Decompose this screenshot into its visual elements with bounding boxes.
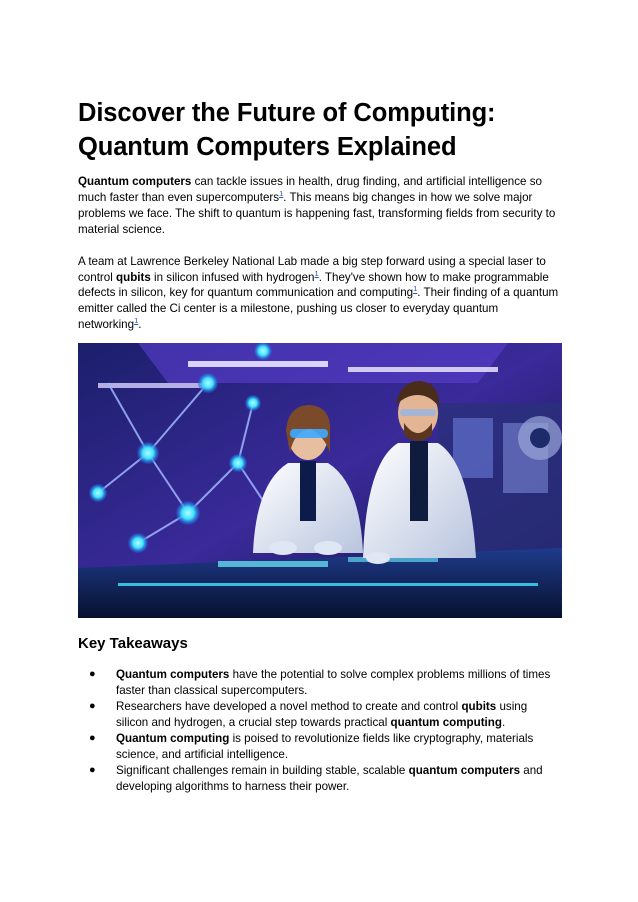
bullet-icon: ● [89,668,96,681]
list-item [78,731,562,763]
paragraph-text: . [138,318,142,332]
research-paragraph [78,254,562,334]
item-text: using silicon and hydrogen, a crucial step towards practical [116,699,528,729]
paragraph-text: . They've shown how to make programmable defects in silicon, key for quantum communication and computing [78,270,549,300]
bold-term: Quantum computing [116,731,230,745]
footnote-link[interactable]: 1 [314,268,319,278]
paragraph-text: . This means big changes in how we solve major problems we face. The shift to quantum is happening fast, transforming fields from security to material science. [78,190,556,236]
takeaways-list [78,667,562,794]
footnote-link[interactable]: 1 [413,284,418,294]
paragraph-text: can tackle issues in health, drug finding, and artificial intelligence so much faster than even supercomputers [78,175,542,204]
section-heading: Key Takeaways [78,635,188,653]
bullet-icon: ● [89,699,96,712]
item-text: . [501,715,506,729]
bold-term: Quantum computers [78,175,192,188]
footnote-link[interactable]: 1 [279,189,284,199]
page-title [78,96,562,164]
list-item [78,763,562,795]
bullet-icon: ● [89,763,96,776]
document-page [78,96,562,794]
paragraph-text: in silicon infused with hydrogen [150,270,315,284]
intro-paragraph [78,174,562,238]
bold-term: quantum computing [390,715,502,729]
bullet-icon: ● [89,731,96,744]
bold-term: qubits [116,270,151,284]
item-text: is poised to revolutionize fields like cryptography, materials science, and artificial intelligence. [116,731,534,761]
item-text: Significant challenges remain in building stable, scalable [116,763,409,777]
bold-term: quantum computers [408,763,521,777]
paragraph-text: A team at Lawrence Berkeley National Lab made a big step forward using a special laser to control [78,254,546,284]
title-line-2: Quantum Computers Explained [78,133,457,161]
bold-term: Quantum computers [116,668,230,682]
bold-term: qubits [461,699,497,713]
item-text: Researchers have developed a novel method to create and control [116,699,462,713]
list-item [78,667,562,699]
footnote-link[interactable]: 1 [134,316,139,326]
item-text: have the potential to solve complex problems millions of times faster than classical supercomputers. [116,668,551,698]
paragraph-text: . Their finding of a quantum emitter called the Ci center is a milestone, pushing us closer to everyday quantum networking [78,286,559,332]
quantum-lab-illustration [78,343,562,618]
title-line-1: Discover the Future of Computing: [78,99,496,127]
item-text: and developing algorithms to harness their power. [116,763,543,793]
list-item [78,699,562,731]
